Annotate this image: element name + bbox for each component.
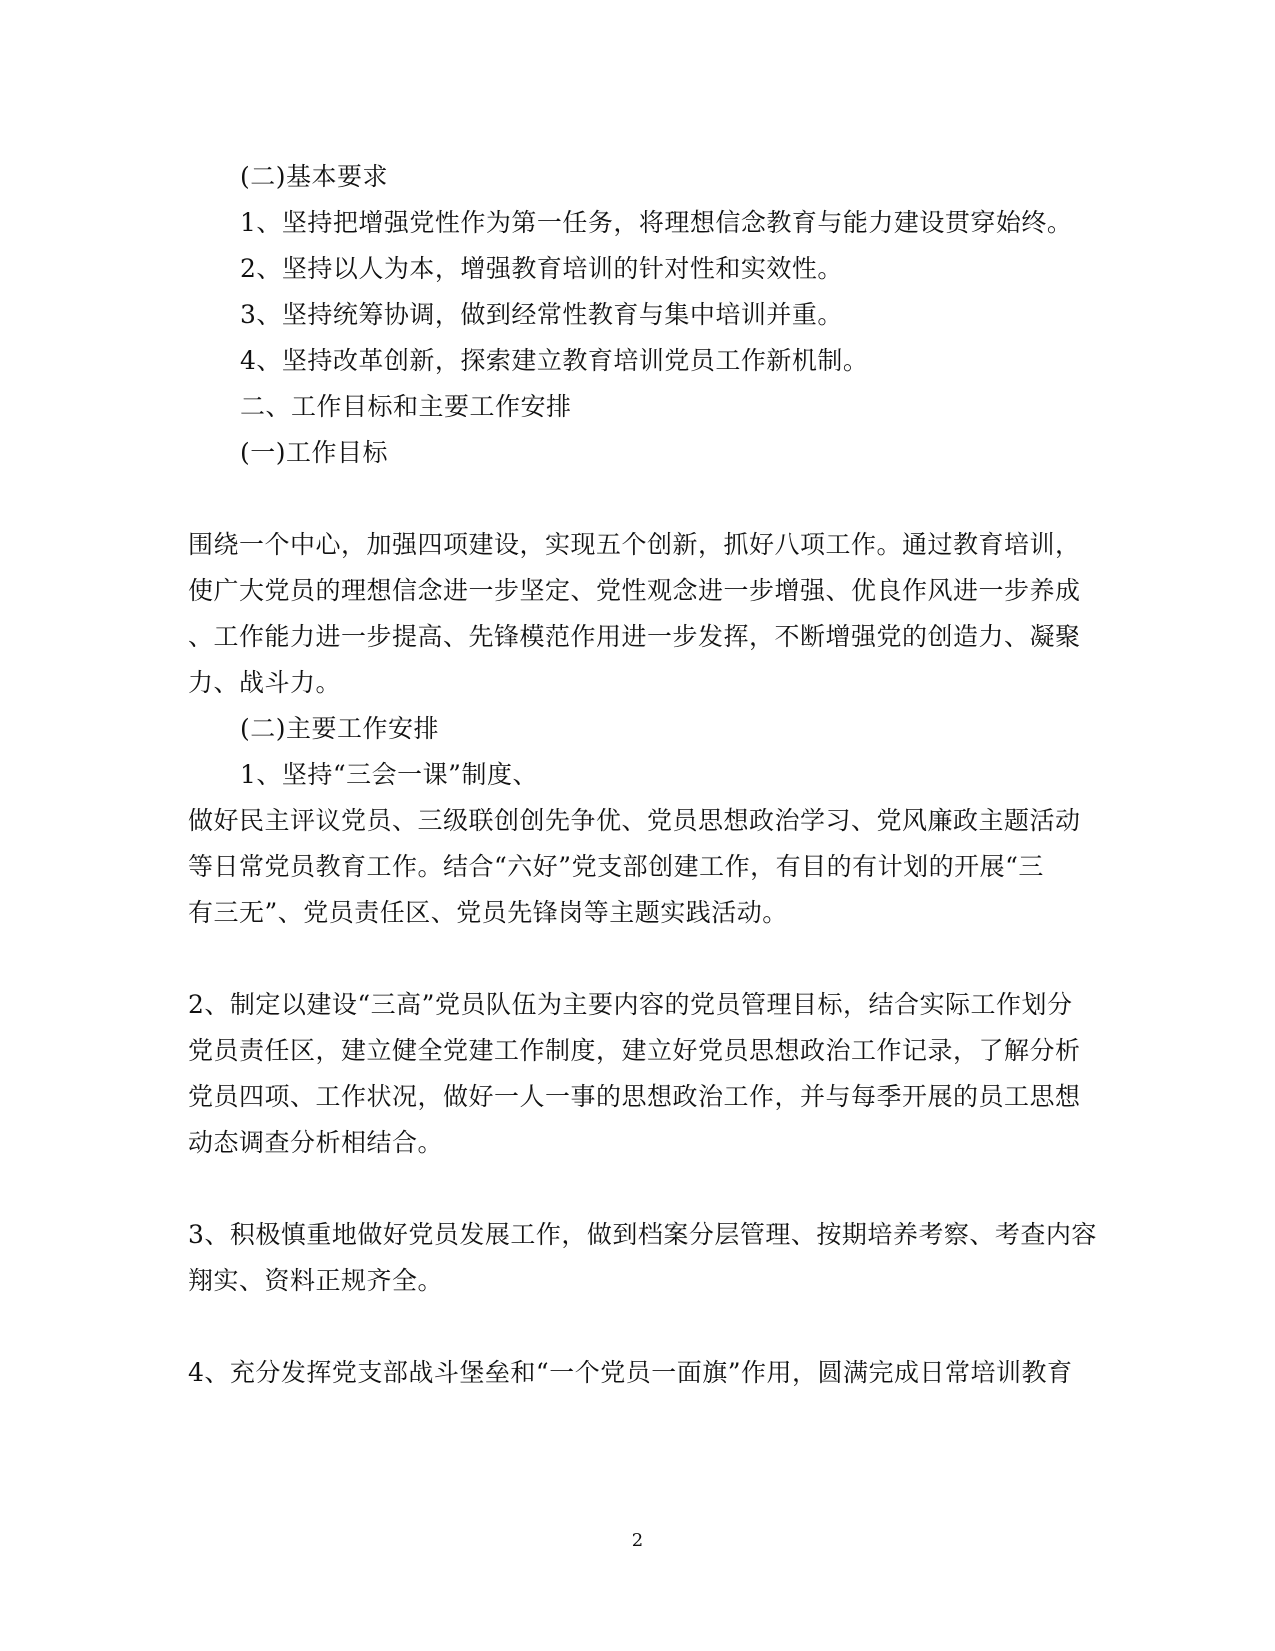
arrangement-item-1-heading: 1、坚持“三会一课”制度、 <box>240 760 538 789</box>
paragraph-line: 有三无”、党员责任区、党员先锋岗等主题实践活动。 <box>188 898 788 927</box>
paragraph-line: 力、战斗力。 <box>188 668 342 697</box>
paragraph-line: 围绕一个中心，加强四项建设，实现五个创新，抓好八项工作。通过教育培训， <box>188 530 1081 559</box>
paragraph-line: 翔实、资料正规齐全。 <box>188 1266 444 1295</box>
paragraph-line: 动态调查分析相结合。 <box>188 1128 444 1157</box>
arrangement-item-2: 2、制定以建设“三高”党员队伍为主要内容的党员管理目标，结合实际工作划分 <box>188 990 1073 1019</box>
arrangement-item-3: 3、积极慎重地做好党员发展工作，做到档案分层管理、按期培养考察、考查内容 <box>188 1220 1097 1249</box>
paragraph-line: 使广大党员的理想信念进一步坚定、党性观念进一步增强、优良作风进一步养成 <box>188 576 1081 605</box>
paragraph-line: 党员四项、工作状况，做好一人一事的思想政治工作，并与每季开展的员工思想 <box>188 1082 1081 1111</box>
requirement-item-4: 4、坚持改革创新，探索建立教育培训党员工作新机制。 <box>240 346 869 375</box>
subheading-main-arrangements: (二)主要工作安排 <box>240 714 440 743</box>
requirement-item-1: 1、坚持把增强党性作为第一任务，将理想信念教育与能力建设贯穿始终。 <box>240 208 1073 237</box>
arrangement-item-4: 4、充分发挥党支部战斗堡垒和“一个党员一面旗”作用，圆满完成日常培训教育 <box>188 1358 1073 1387</box>
requirement-item-3: 3、坚持统筹协调，做到经常性教育与集中培训并重。 <box>240 300 843 329</box>
paragraph-line: 党员责任区，建立健全党建工作制度，建立好党员思想政治工作记录，了解分析 <box>188 1036 1081 1065</box>
paragraph-line: 做好民主评议党员、三级联创创先争优、党员思想政治学习、党风廉政主题活动 <box>188 806 1081 835</box>
requirement-item-2: 2、坚持以人为本，增强教育培训的针对性和实效性。 <box>240 254 843 283</box>
paragraph-line: 、工作能力进一步提高、先锋模范作用进一步发挥，不断增强党的创造力、凝聚 <box>188 622 1081 651</box>
section-heading-work-goals-arrangements: 二、工作目标和主要工作安排 <box>240 392 572 421</box>
section-heading-basic-requirements: (二)基本要求 <box>240 162 389 191</box>
page-number: 2 <box>631 1530 644 1551</box>
paragraph-line: 等日常党员教育工作。结合“六好”党支部创建工作，有目的有计划的开展“三 <box>188 852 1044 881</box>
subheading-work-goals: (一)工作目标 <box>240 438 389 467</box>
